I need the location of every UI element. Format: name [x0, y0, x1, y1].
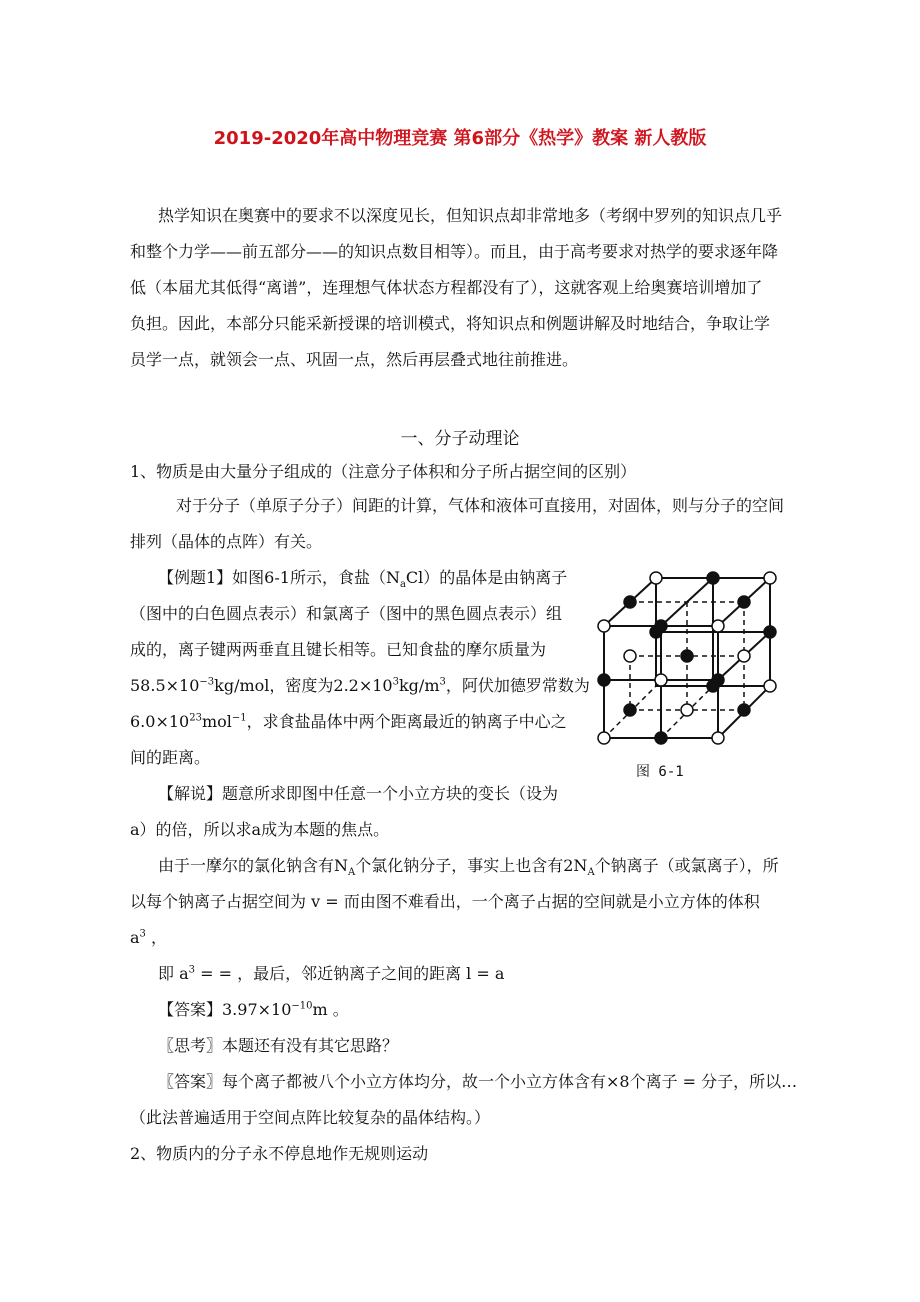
document-title: 2019-2020年高中物理竞赛 第6部分《热学》教案 新人教版 — [213, 128, 707, 149]
answer-line: 【答案】$3.97\times 10^{-10}m$ 。 — [158, 1000, 349, 1019]
solution-line: a）的倍，所以求a成为本题的焦点。 — [130, 820, 390, 839]
intro-line: 低（本届尤其低得“离谱”，连理想气体状态方程都没有了），这就客观上给奥赛培训增加了 — [130, 278, 763, 297]
example-line: 成的，离子键两两垂直且键长相等。已知食盐的摩尔质量为 — [130, 640, 547, 659]
think-answer: 〖答案〗每个离子都被八个小立方体均分，故一个小立方体含有×8个离子 = 分子，所以… — [158, 1072, 798, 1091]
intro-line: 员学一点，就领会一点、巩固一点，然后再层叠式地往前推进。 — [130, 350, 579, 369]
nacl-crystal-lattice-figure — [594, 566, 784, 752]
item-1-note: 排列（晶体的点阵）有关。 — [130, 532, 323, 551]
think-answer: （此法普遍适用于空间点阵比较复杂的晶体结构。） — [130, 1108, 491, 1127]
solution-line: 以每个钠离子占据空间为 v = 而由图不难看出，一个离子占据的空间就是小立方体的体积 — [130, 892, 760, 911]
example-line: 【例题1】如图6-1所示，食盐$(N_aCl)$的晶体是由钠离子 — [158, 568, 568, 591]
example-line: $6.0\times 10^{23}mol^{-1}$，求食盐晶体中两个距离最近的钠离子中心之 — [130, 712, 567, 731]
example-line: （图中的白色圆点表示）和氯离子（图中的黑色圆点表示）组 — [130, 604, 563, 623]
section-heading: 一、分子动理论 — [400, 429, 520, 449]
item-1: 1、物质是由大量分子组成的（注意分子体积和分子所占据空间的区别） — [130, 462, 637, 481]
example-line: 间的距离。 — [130, 748, 211, 767]
figure-caption: 图 6-1 — [636, 764, 684, 780]
intro-line: 和整个力学——前五部分——的知识点数目相等）。而且，由于高考要求对热学的要求逐年降 — [130, 242, 779, 261]
think-question: 〖思考〗本题还有没有其它思路？ — [158, 1036, 399, 1055]
solution-line: 即 $a^3$ = = ，最后，邻近钠离子之间的距离 l = a — [158, 964, 505, 983]
intro-line: 负担。因此，本部分只能采新授课的培训模式，将知识点和例题讲解及时地结合，争取让学 — [130, 314, 771, 333]
example-line: $58.5\times 10^{-3}kg$/mol，密度为$2.2\times 10^3kg/m^3$，阿伏加德罗常数为 — [130, 676, 590, 695]
solution-line: 【解说】题意所求即图中任意一个小立方块的变长（设为 — [158, 784, 559, 803]
item-2: 2、物质内的分子永不停息地作无规则运动 — [130, 1144, 429, 1163]
solution-line: 由于一摩尔的氯化钠含有$N_A$个氯化钠分子，事实上也含有$2N_A$个钠离子（或氯离子），所 — [158, 856, 779, 879]
intro-line: 热学知识在奥赛中的要求不以深度见长，但知识点却非常地多（考纲中罗列的知识点几乎 — [158, 206, 783, 225]
item-1-note: 对于分子（单原子分子）间距的计算，气体和液体可直接用，对固体，则与分子的空间 — [176, 496, 785, 515]
solution-line: $a^3$ ， — [130, 928, 168, 947]
